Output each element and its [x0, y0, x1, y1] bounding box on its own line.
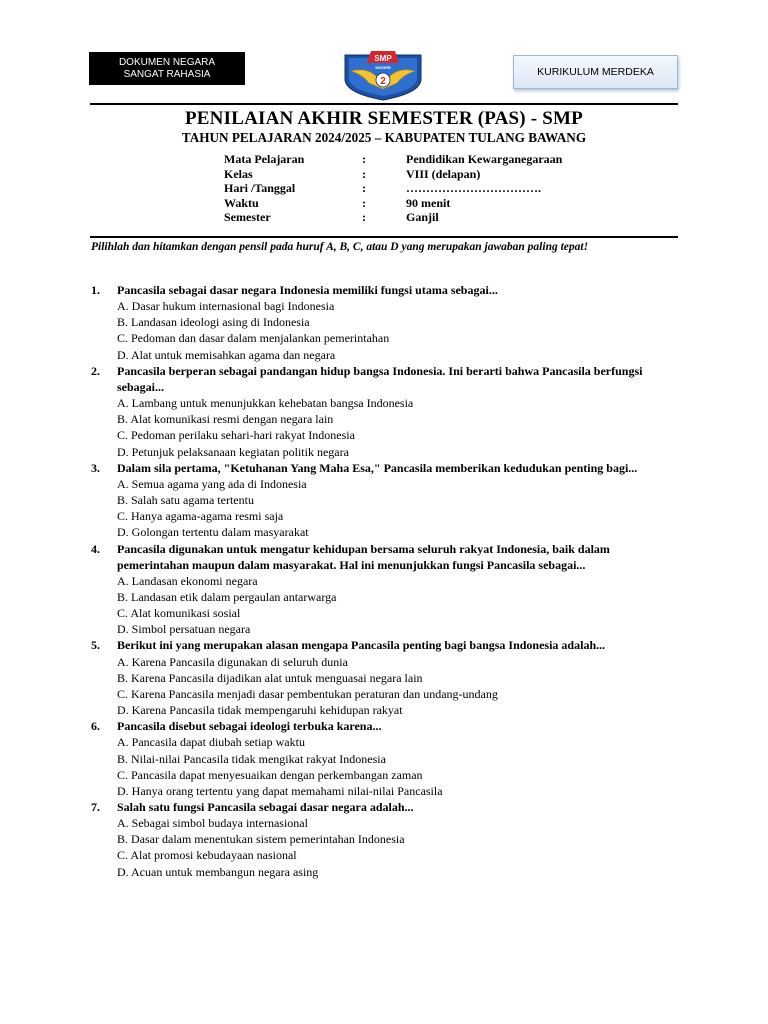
answer-option[interactable]: C. Alat komunikasi sosial [117, 606, 241, 621]
question-number: 4. [91, 541, 100, 556]
exam-title: PENILAIAN AKHIR SEMESTER (PAS) - SMP [185, 108, 583, 129]
question-item [91, 541, 691, 638]
answer-option[interactable]: D. Golongan tertentu dalam masyarakat [117, 525, 309, 540]
info-key: Kelas [224, 166, 253, 181]
question-stem: Pancasila berperan sebagai pandangan hidup bangsa Indonesia. Ini berarti bahwa Pancasila berfungsi sebagai... [117, 363, 643, 394]
question-item [91, 460, 691, 541]
info-value: Pendidikan Kewarganegaraan [406, 152, 563, 166]
instruction-text: Pilihlah dan hitamkan dengan pensil pada huruf A, B, C, atau D yang merupakan jawaban paling tepat! [91, 241, 589, 253]
answer-option[interactable]: C. Karena Pancasila menjadi dasar pembentukan peraturan dan undang-undang [117, 686, 498, 701]
answer-option[interactable]: C. Pedoman dan dasar dalam menjalankan pemerintahan [117, 331, 390, 346]
answer-option[interactable]: A. Lambang untuk menunjukkan kehebatan bangsa Indonesia [117, 396, 414, 411]
info-key: Waktu [224, 195, 259, 210]
curriculum-badge [513, 55, 678, 89]
question-item [91, 637, 691, 718]
question-stem: Dalam sila pertama, "Ketuhanan Yang Maha Esa," Pancasila memberikan kedudukan penting bagi... [117, 460, 638, 475]
question-stem: Salah satu fungsi Pancasila sebagai dasar negara adalah... [117, 800, 414, 814]
info-colon: : [362, 166, 366, 181]
info-row [224, 210, 562, 225]
question-item [91, 718, 691, 799]
question-number: 7. [91, 800, 100, 814]
info-key: Hari /Tanggal [224, 181, 296, 196]
info-row [224, 181, 562, 196]
curriculum-label: KURIKULUM MERDEKA [537, 66, 654, 78]
logo-text-top: SMP [374, 54, 392, 63]
answer-option[interactable]: C. Hanya agama-agama resmi saja [117, 509, 284, 524]
classification-line2: SANGAT RAHASIA [123, 68, 211, 80]
answer-option[interactable]: B. Nilai-nilai Pancasila tidak mengikat rakyat Indonesia [117, 751, 386, 766]
answer-option[interactable]: D. Hanya orang tertentu yang dapat memahami nilai-nilai Pancasila [117, 783, 443, 798]
answer-option[interactable]: B. Salah satu agama tertentu [117, 493, 254, 508]
answer-option[interactable]: D. Alat untuk memisahkan agama dan negara [117, 347, 336, 362]
question-number: 2. [91, 363, 100, 378]
info-colon: : [362, 195, 366, 210]
info-key: Semester [224, 210, 271, 225]
answer-option[interactable]: B. Landasan ideologi asing di Indonesia [117, 315, 310, 330]
question-stem: Pancasila sebagai dasar negara Indonesia memiliki fungsi utama sebagai... [117, 283, 498, 297]
info-key: Mata Pelajaran [224, 152, 305, 166]
question-number: 5. [91, 638, 100, 653]
info-colon: : [362, 181, 366, 196]
classification-badge [89, 52, 245, 85]
answer-option[interactable]: A. Dasar hukum internasional bagi Indonesia [117, 299, 335, 314]
info-value: ……………………………. [406, 181, 541, 196]
answer-option[interactable]: D. Simbol persatuan negara [117, 622, 251, 637]
info-row [224, 167, 562, 182]
answer-option[interactable]: C. Pancasila dapat menyesuaikan dengan perkembangan zaman [117, 767, 423, 782]
question-number: 3. [91, 460, 100, 475]
question-stem: Pancasila digunakan untuk mengatur kehidupan bersama seluruh rakyat Indonesia, baik dalam pemerintahan maupun dalam masyarakat. Hal ini menunjukkan fungsi Pancasila sebagai... [117, 541, 610, 572]
exam-subtitle: TAHUN PELAJARAN 2024/2025 – KABUPATEN TULANG BAWANG [181, 130, 587, 145]
info-row [224, 196, 562, 211]
school-logo [341, 49, 425, 101]
info-value: Ganjil [406, 210, 439, 225]
question-stem: Pancasila disebut sebagai ideologi terbuka karena... [117, 719, 382, 734]
answer-option[interactable]: C. Pedoman perilaku sehari-hari rakyat Indonesia [117, 428, 355, 443]
answer-option[interactable]: B. Dasar dalam menentukan sistem pemerintahan Indonesia [117, 832, 405, 847]
answer-option[interactable]: A. Pancasila dapat diubah setiap waktu [117, 735, 305, 750]
question-item [91, 282, 691, 363]
info-value: VIII (delapan) [406, 166, 481, 181]
answer-option[interactable]: D. Karena Pancasila tidak mempengaruhi kehidupan rakyat [117, 703, 403, 718]
answer-option[interactable]: D. Acuan untuk membangun negara asing [117, 864, 319, 879]
question-stem: Berikut ini yang merupakan alasan mengapa Pancasila penting bagi bangsa Indonesia adalah... [117, 638, 606, 653]
answer-option[interactable]: A. Sebagai simbol budaya internasional [117, 816, 308, 831]
answer-option[interactable]: A. Landasan ekonomi negara [117, 573, 258, 588]
info-colon: : [362, 210, 366, 225]
question-item [91, 799, 691, 880]
info-value: 90 menit [406, 195, 451, 210]
section-rule [90, 236, 678, 238]
answer-option[interactable]: B. Alat komunikasi resmi dengan negara lain [117, 412, 334, 427]
answer-option[interactable]: D. Petunjuk pelaksanaan kegiatan politik negara [117, 444, 349, 459]
answer-option[interactable]: B. Landasan etik dalam pergaulan antarwarga [117, 589, 337, 604]
question-number: 1. [91, 283, 100, 297]
info-colon: : [362, 152, 366, 166]
header-rule [90, 103, 678, 105]
exam-info [224, 152, 562, 225]
logo-number: 2 [380, 76, 386, 87]
question-list [91, 282, 691, 880]
answer-option[interactable]: C. Alat promosi kebudayaan nasional [117, 848, 297, 863]
question-number: 6. [91, 719, 100, 734]
classification-line1: DOKUMEN NEGARA [118, 56, 216, 68]
logo-text-mid: NEGERI [375, 65, 391, 70]
answer-option[interactable]: A. Karena Pancasila digunakan di seluruh dunia [117, 654, 348, 669]
answer-option[interactable]: A. Semua agama yang ada di Indonesia [117, 476, 307, 491]
info-row [224, 152, 562, 167]
question-item [91, 363, 691, 460]
answer-option[interactable]: B. Karena Pancasila dijadikan alat untuk menguasai negara lain [117, 670, 423, 685]
